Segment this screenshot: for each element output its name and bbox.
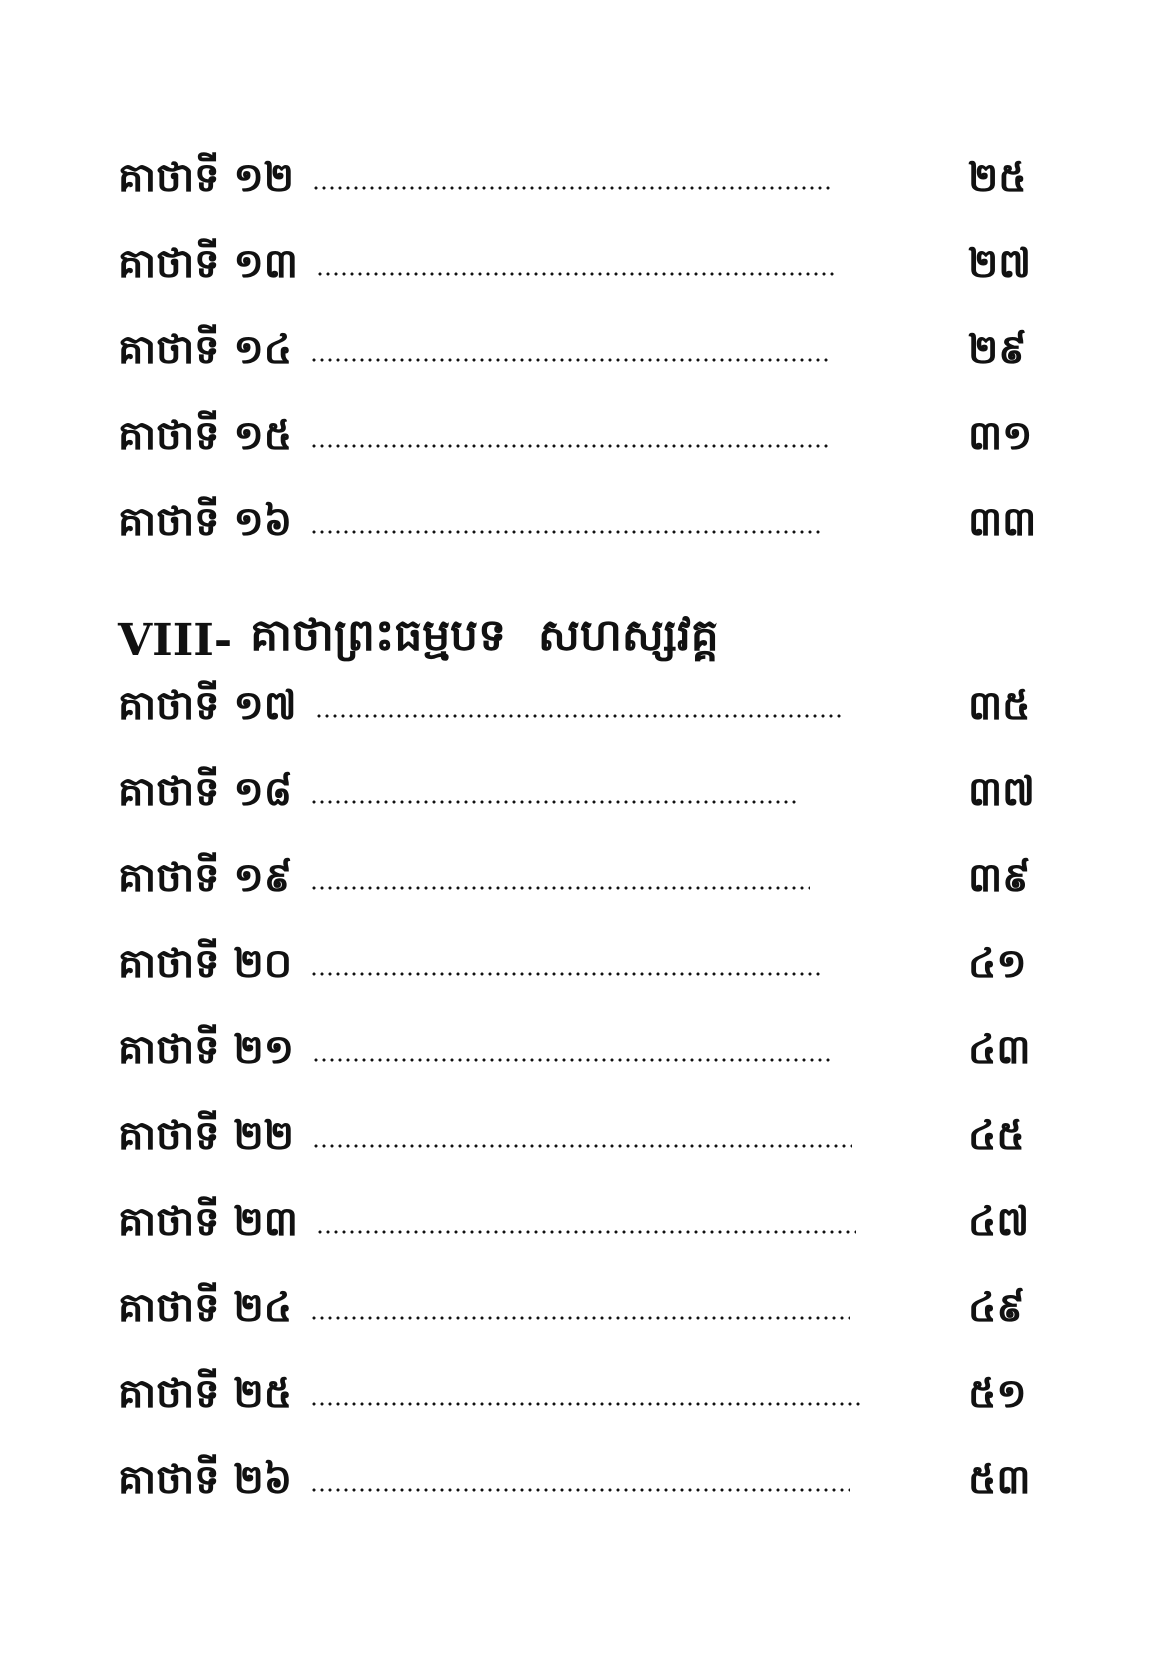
section-heading	[118, 610, 719, 670]
toc-entry-page: ៥១	[968, 1371, 1027, 1417]
toc-entry[interactable]	[118, 494, 1048, 550]
dot-leader	[312, 1144, 852, 1148]
toc-entry-label: គាថាទី ២៣	[118, 1199, 298, 1245]
toc-entry-page: ៤៣	[968, 1027, 1031, 1073]
toc-entry-label: គាថាទី ១៨	[118, 769, 293, 815]
toc-entry-page: ៤៥	[968, 1113, 1025, 1159]
dot-leader	[312, 1058, 832, 1062]
toc-entry[interactable]	[118, 1108, 1048, 1164]
dot-leader	[316, 1230, 856, 1234]
toc-entry-label: គាថាទី ១៧	[118, 683, 297, 729]
toc-entry-label: គាថាទី ២២	[118, 1113, 295, 1159]
toc-entry[interactable]	[118, 1452, 1048, 1508]
toc-entry-label: គាថាទី ២៤	[118, 1285, 293, 1331]
toc-entry-page: ៤៧	[968, 1199, 1030, 1245]
toc-entry[interactable]	[118, 678, 1048, 734]
toc-entry-page: ៣១	[968, 413, 1033, 459]
toc-entry-label: គាថាទី ២០	[118, 941, 293, 987]
toc-entry-page: ២៥	[968, 155, 1027, 201]
toc-entry[interactable]	[118, 764, 1048, 820]
toc-entry-label: គាថាទី ១៩	[118, 855, 293, 901]
toc-entry-label: គាថាទី ១៤	[118, 327, 293, 373]
dot-leader	[310, 1316, 850, 1320]
dot-leader	[312, 186, 832, 190]
toc-entry-label: គាថាទី ២៦	[118, 1457, 293, 1503]
toc-entry-page: ៤៩	[968, 1285, 1025, 1331]
toc-entry[interactable]	[118, 850, 1048, 906]
toc-entry-page: ៣៧	[968, 769, 1035, 815]
toc-entry-page: ២៧	[968, 241, 1032, 287]
dot-leader	[310, 972, 820, 976]
section-title-part1: គាថាព្រះធម្មបទ	[250, 610, 507, 661]
toc-entry[interactable]	[118, 408, 1048, 464]
dot-leader	[316, 272, 836, 276]
toc-entry[interactable]	[118, 322, 1048, 378]
dot-leader	[310, 444, 830, 448]
toc-entry[interactable]	[118, 936, 1048, 992]
dot-leader	[310, 800, 800, 804]
dot-leader	[310, 886, 810, 890]
toc-entry-label: គាថាទី ១៦	[118, 499, 293, 545]
dot-leader	[310, 530, 820, 534]
toc-entry-label: គាថាទី ២៥	[118, 1371, 293, 1417]
toc-entry[interactable]	[118, 1280, 1048, 1336]
toc-entry[interactable]	[118, 150, 1048, 206]
toc-entry-label: គាថាទី ២១	[118, 1027, 295, 1073]
section-title-part2: សហស្សវគ្គ	[538, 610, 719, 661]
toc-entry[interactable]	[118, 1366, 1048, 1422]
toc-entry-page: ៥៣	[968, 1457, 1031, 1503]
dot-leader	[310, 1488, 850, 1492]
toc-entry-label: គាថាទី ១២	[118, 155, 295, 201]
toc-entry-label: គាថាទី ១៣	[118, 241, 298, 287]
toc-entry[interactable]	[118, 1194, 1048, 1250]
toc-entry-page: ៣៣	[968, 499, 1037, 545]
toc-entry-page: ២៩	[968, 327, 1027, 373]
dot-leader	[315, 714, 845, 718]
toc-entry-label: គាថាទី ១៥	[118, 413, 293, 459]
toc-entry[interactable]	[118, 236, 1048, 292]
dot-leader	[310, 358, 830, 362]
dot-leader	[310, 1402, 860, 1406]
toc-entry-page: ៤១	[968, 941, 1027, 987]
toc-entry-page: ៣៩	[968, 855, 1031, 901]
section-number: VIII-	[118, 614, 233, 666]
toc-entry[interactable]	[118, 1022, 1048, 1078]
toc-entry-page: ៣៥	[968, 683, 1031, 729]
